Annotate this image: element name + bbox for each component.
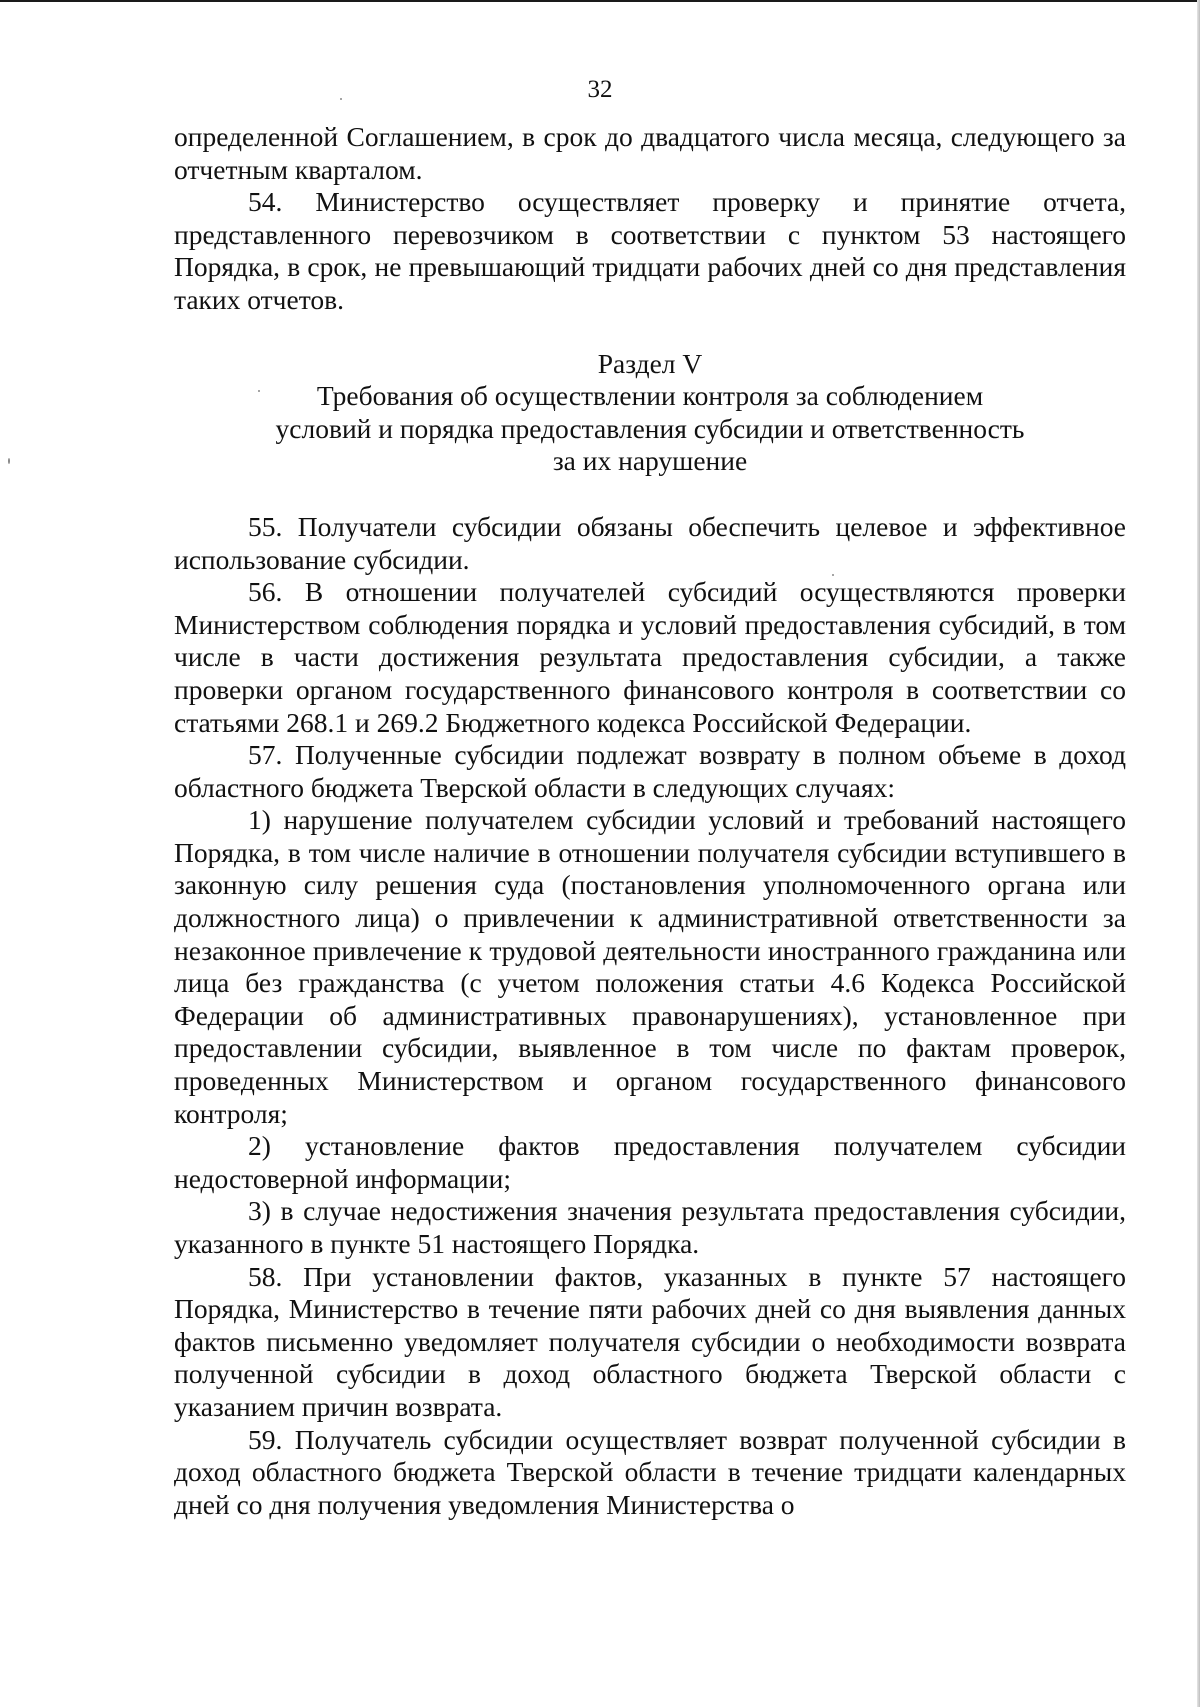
paragraph: 56. В отношении получателей субсидий осуществляются проверки Министерством соблюдения порядка и условий предоставления субсидий, в том числе в части достижения результата предоставления субсидии, а также проверки органом государственного финансового контроля в соответствии со статьями 268.1 и 269.2 Бюджетного кодекса Российской Федерации.: [174, 576, 1126, 738]
section-title-line: Требования об осуществлении контроля за соблюдением: [316, 380, 984, 412]
paragraph: 1) нарушение получателем субсидии условий и требований настоящего Порядка, в том числе наличие в отношении получателя субсидии вступившего в законную силу решения суда (постановления уполномоченного органа или должностного лица) о привлечении к административной ответственности за незаконное привлечение к трудовой деятельности иностранного гражданина или лица без гражданства (с учетом положения статьи 4.6 Кодекса Российской Федерации об административных правонарушениях), установленное при предоставлении субсидии, выявленное в том числе по фактам проверок, проведенных Министерством и органом государственного финансового контроля;: [174, 804, 1126, 1129]
paragraphs-before-section: [174, 121, 1126, 317]
section-title-line: за их нарушение: [552, 445, 748, 477]
section-label: Раздел V: [597, 347, 703, 379]
paragraph: 57. Полученные субсидии подлежат возврату в полном объеме в доход областного бюджета Тверской области в следующих случаях:: [174, 739, 1126, 803]
paragraph: 54. Министерство осуществляет проверку и принятие отчета, представленного перевозчиком в соответствии с пунктом 53 настоящего Порядка, в срок, не превышающий тридцати рабочих дней со дня представления таких отчетов.: [174, 186, 1126, 315]
scan-edge-top: [0, 0, 1200, 2]
scan-speck: [8, 458, 10, 464]
section-heading: [174, 348, 1126, 478]
paragraph: 59. Получатель субсидии осуществляет возврат полученной субсидии в доход областного бюджета Тверской области в течение тридцати календарных дней со дня получения уведомления Министерства о: [174, 1423, 1126, 1520]
section-title-line: условий и порядка предоставления субсидии и ответственность: [275, 412, 1025, 444]
paragraph: 3) в случае недостижения значения результата предоставления субсидии, указанного в пункте 51 настоящего Порядка.: [174, 1195, 1126, 1259]
page-number: 32: [587, 76, 613, 103]
paragraph: 55. Получатели субсидии обязаны обеспечить целевое и эффективное использование субсидии.: [174, 510, 1126, 575]
document-body: [174, 121, 1126, 1521]
paragraph: определенной Соглашением, в срок до двадцатого числа месяца, следующего за отчетным кварталом.: [174, 121, 1126, 185]
paragraphs-after-section: [174, 511, 1126, 1521]
paragraph: 2) установление фактов предоставления получателем субсидии недостоверной информации;: [174, 1130, 1126, 1194]
paragraph: 58. При установлении фактов, указанных в пункте 57 настоящего Порядка, Министерство в течение пяти рабочих дней со дня выявления данных фактов письменно уведомляет получателя субсидии о необходимости возврата полученной субсидии в доход областного бюджета Тверской области с указанием причин возврата.: [174, 1260, 1126, 1422]
